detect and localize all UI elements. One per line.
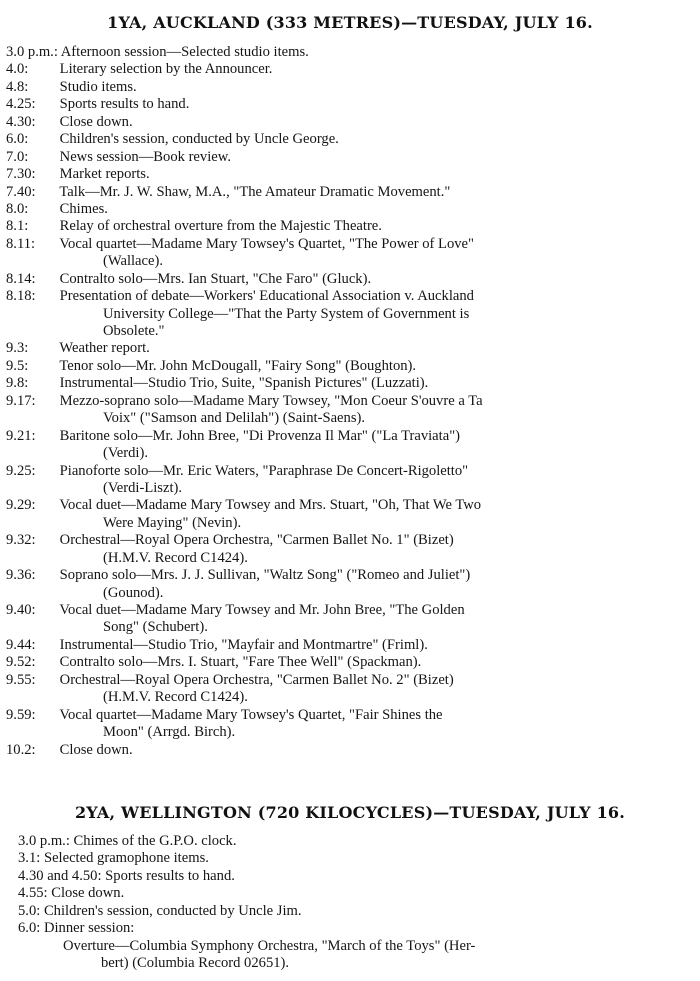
entry-time: 9.52: [6,654,36,671]
entry-time: 8.1: [6,218,29,235]
schedule-entry [0,166,700,183]
entry-line [6,114,700,131]
entry-description: Literary selection by the Announcer. [59,61,273,78]
entry-continuation-line: University College—"That the Party System of Government is [103,305,470,322]
schedule-entry [0,358,700,375]
section-heading-1ya: 1YA, AUCKLAND (333 METRES)—TUESDAY, JULY 16. [107,13,593,32]
entry-line [18,920,700,937]
entry-description: Talk—Mr. J. W. Shaw, M.A., "The Amateur Dramatic Movement." [59,183,451,200]
entry-description: Close down. [51,885,125,902]
schedule-entry [0,707,700,742]
entry-description: Vocal duet—Madame Mary Towsey and Mr. John Bree, "The Golden [59,602,465,618]
entry-line [6,149,700,166]
entry-description: Baritone solo—Mr. John Bree, "Di Provenza Il Mar" ("La Traviata") [59,427,461,444]
entry-time: 9.59: [6,706,36,723]
entry-time: 9.5: [6,357,29,374]
schedule-entry [0,885,700,902]
entry-time: 9.29: [6,497,36,514]
entry-time: 4.8: [6,78,29,95]
schedule-entry [0,602,700,637]
entry-line [6,497,700,514]
entry-time: 9.8: [6,375,29,392]
entry-description: Presentation of debate—Workers' Educational Association v. Auckland [59,288,474,305]
entry-continuation-line: (Verdi-Liszt). [103,479,183,496]
entry-description: Selected gramophone items. [43,850,209,867]
entry-time: 8.18: [6,288,36,305]
schedule-entry [0,850,700,867]
entry-time: 9.44: [6,636,36,653]
entry-line [6,166,700,183]
entry-time: 8.14: [6,270,36,287]
entry-time: 9.17: [6,392,36,409]
entry-description: Orchestral—Royal Opera Orchestra, "Carmen Ballet No. 1" (Bizet) [59,532,454,549]
entry-description: Mezzo-soprano solo—Madame Mary Towsey, "Mon Coeur S'ouvre a Ta [59,392,483,409]
entry-continuation-line: Obsolete." [103,323,165,339]
entry-time: 9.25: [6,462,36,479]
entry-description: Contralto solo—Mrs. I. Stuart, "Fare Thee Well" (Spackman). [59,654,422,671]
schedule-entry [0,44,700,61]
entry-time: 4.30: [6,113,36,130]
entry-description: Children's session, conducted by Uncle George. [59,131,339,148]
entry-description: Dinner session: [43,920,135,937]
schedule-entry [0,393,700,428]
entry-line [6,79,700,96]
entry-time: 4.25: [6,96,36,113]
entry-description: Tenor solo—Mr. John McDougall, "Fairy Song" (Boughton). [59,357,417,374]
schedule-entry [0,236,700,271]
entry-line [6,654,700,671]
entry-line [6,532,700,549]
schedule-entry [0,114,700,131]
entry-line [18,868,700,885]
entry-description: News session—Book review. [59,148,231,165]
schedule-entry [0,920,700,972]
schedule-entry [0,654,700,671]
entry-continuation-line: (H.M.V. Record C1424). [103,549,248,566]
entry-continuation-line: (Verdi). [103,445,148,462]
entry-description: Vocal quartet—Madame Mary Towsey's Quartet, "Fair Shines the [59,706,443,723]
entry-line [6,340,700,357]
entry-continuation-line: Were Maying" (Nevin). [103,514,242,531]
entry-time: 9.3: [6,340,29,357]
entry-time: 7.0: [6,148,29,165]
entry-time: 10.2: [6,741,36,758]
schedule-entry [0,375,700,392]
entry-time: 8.0: [6,200,29,217]
entry-line [6,742,700,759]
entry-time: 6.0: [18,920,41,937]
entry-line [6,61,700,78]
entry-line [6,567,700,584]
entry-description: Weather report. [59,340,150,357]
entry-continuation-line: bert) (Columbia Record 02651). [101,955,290,972]
entry-time: 9.32: [6,532,36,549]
entry-line [6,707,700,724]
schedule-entry [0,463,700,498]
entry-line [6,131,700,148]
entry-line [6,602,700,619]
entry-line [6,184,700,201]
entry-time: 6.0: [6,131,29,148]
entry-description: Pianoforte solo—Mr. Eric Waters, "Paraphrase De Concert-Rigoletto" [59,462,469,479]
schedule-entry [0,497,700,532]
schedule-entry [0,428,700,463]
section-heading-2ya: 2YA, WELLINGTON (720 KILOCYCLES)—TUESDAY, JULY 16. [74,803,626,822]
schedule-entry [0,131,700,148]
entry-time: 5.0: [18,902,41,919]
entry-continuation-line: (H.M.V. Record C1424). [103,689,248,706]
schedule-entry [0,184,700,201]
entry-line [6,201,700,218]
entry-description: Instrumental—Studio Trio, "Mayfair and Montmartre" (Friml). [59,636,428,653]
entry-time: 7.40: [6,183,36,200]
entry-time: 9.40: [6,602,36,618]
schedule-entry [0,340,700,357]
entry-line [6,44,700,61]
entry-line [6,428,700,445]
schedule-entry [0,288,700,340]
entry-continuation-line: Voix" ("Samson and Delilah") (Saint-Saens). [103,410,366,427]
entry-description: Contralto solo—Mrs. Ian Stuart, "Che Faro" (Gluck). [59,270,372,287]
entry-description: Children's session, conducted by Uncle Jim. [43,902,302,919]
schedule-entry [0,672,700,707]
entry-continuation-line: Song" (Schubert). [103,619,208,636]
entry-line [6,393,700,410]
entry-description: Afternoon session—Selected studio items. [60,44,309,60]
entry-description: Orchestral—Royal Opera Orchestra, "Carmen Ballet No. 2" (Bizet) [59,671,454,688]
entry-line [6,375,700,392]
schedule-entry [0,61,700,78]
entry-description: Relay of orchestral overture from the Majestic Theatre. [59,218,382,235]
schedule-entry [0,833,700,850]
entry-line [6,218,700,235]
schedule-entry [0,637,700,654]
schedule-entry [0,149,700,166]
schedule-entry [0,79,700,96]
entry-description: Market reports. [59,166,150,183]
entry-line [6,236,700,253]
schedule-entry [0,201,700,218]
entry-description: Studio items. [59,78,137,95]
entry-description: Soprano solo—Mrs. J. J. Sullivan, "Waltz Song" ("Romeo and Juliet") [59,567,471,584]
schedule-entry [0,567,700,602]
entry-description: Chimes. [59,200,108,217]
entry-time: 4.0: [6,61,29,78]
schedule-2ya [0,833,700,973]
entry-time: 8.11: [6,235,36,252]
schedule-entry [0,868,700,885]
entry-description: Close down. [59,113,133,130]
entry-line [6,288,700,305]
entry-line [6,96,700,113]
entry-line [18,885,700,902]
entry-description: Sports results to hand. [59,96,190,113]
schedule-entry [0,903,700,920]
entry-line [6,271,700,288]
entry-description: Vocal quartet—Madame Mary Towsey's Quartet, "The Power of Love" [59,235,474,252]
entry-line [18,833,700,850]
schedule-entry [0,96,700,113]
entry-line [6,637,700,654]
schedule-entry [0,742,700,759]
entry-time: 4.30 and 4.50: [18,867,102,884]
schedule-entry [0,218,700,235]
entry-line [18,850,700,867]
schedule-entry [0,532,700,567]
entry-continuation-line: (Wallace). [103,253,163,270]
entry-time: 3.0 p.m.: [6,44,58,60]
entry-time: 7.30: [6,166,36,183]
entry-line [6,358,700,375]
entry-time: 4.55: [18,885,48,902]
entry-time: 9.21: [6,427,36,444]
entry-time: 9.55: [6,671,36,688]
entry-description: Chimes of the G.P.O. clock. [73,833,237,849]
entry-description: Instrumental—Studio Trio, Suite, "Spanish Pictures" (Luzzati). [59,375,429,392]
entry-time: 3.1: [18,850,41,867]
entry-continuation-line: Moon" (Arrgd. Birch). [103,724,236,741]
entry-continuation-line: Overture—Columbia Symphony Orchestra, "March of the Toys" (Her- [63,937,476,954]
schedule-entry [0,271,700,288]
schedule-1ya [0,44,700,759]
entry-line [6,463,700,480]
entry-description: Sports results to hand. [105,867,235,884]
entry-time: 3.0 p.m.: [18,833,70,849]
entry-line [6,672,700,689]
entry-time: 9.36: [6,567,36,584]
entry-continuation-line: (Gounod). [103,584,164,601]
entry-description: Close down. [59,741,133,758]
entry-line [18,903,700,920]
entry-description: Vocal duet—Madame Mary Towsey and Mrs. Stuart, "Oh, That We Two [59,497,482,514]
